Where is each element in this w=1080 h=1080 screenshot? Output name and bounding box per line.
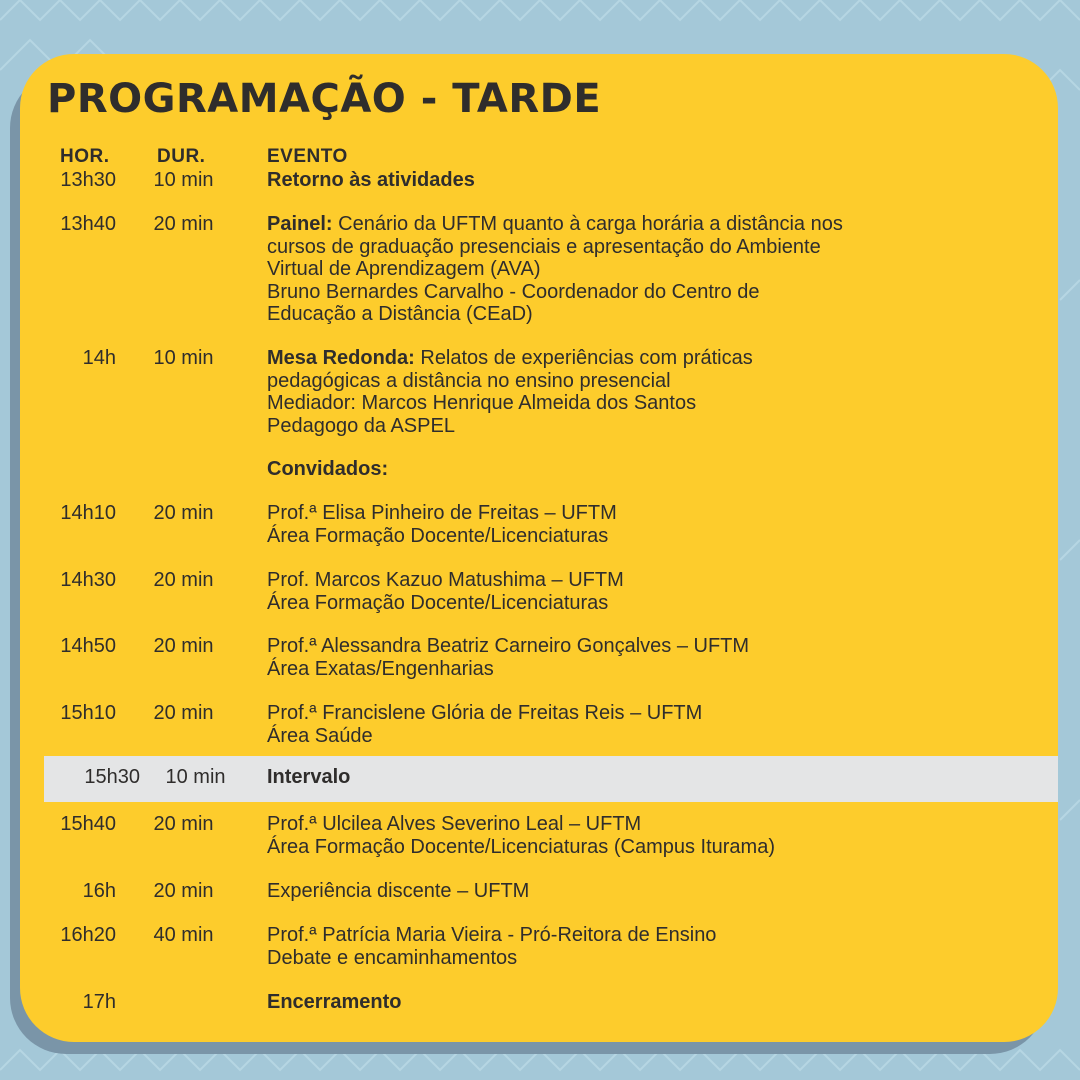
row-event bbox=[267, 502, 617, 547]
event-lead: Painel: bbox=[267, 213, 333, 235]
row-duration: 20 min bbox=[153, 880, 214, 902]
event-line bbox=[267, 392, 753, 415]
row-duration: 10 min bbox=[153, 169, 214, 191]
event-text: Prof.ª Elisa Pinheiro de Freitas – UFTM bbox=[267, 502, 617, 524]
row-time: 16h bbox=[82, 880, 116, 902]
event-line bbox=[267, 236, 843, 259]
event-text: Prof.ª Alessandra Beatriz Carneiro Gonçalves – UFTM bbox=[267, 635, 750, 657]
event-line bbox=[267, 635, 749, 658]
event-text: cursos de graduação presenciais e apresentação do Ambiente bbox=[267, 235, 821, 258]
event-line bbox=[267, 658, 749, 681]
event-title: Encerramento bbox=[267, 991, 402, 1013]
event-text: Experiência discente – UFTM bbox=[267, 880, 530, 902]
schedule-card bbox=[20, 54, 1058, 1042]
event-title: Intervalo bbox=[267, 766, 351, 788]
column-header-time: HOR. bbox=[60, 146, 110, 167]
event-text: Bruno Bernardes Carvalho - Coordenador do Centro de bbox=[267, 280, 760, 303]
event-line bbox=[267, 347, 753, 370]
event-text: Prof.ª Patrícia Maria Vieira - Pró-Reitora de Ensino bbox=[267, 924, 717, 946]
event-line bbox=[267, 947, 716, 970]
event-text: Área Saúde bbox=[267, 724, 373, 747]
event-title: Convidados: bbox=[267, 458, 389, 480]
event-line bbox=[267, 370, 753, 393]
event-text: Relatos de experiências com práticas bbox=[414, 347, 753, 369]
row-event bbox=[267, 213, 843, 326]
row-event bbox=[267, 569, 624, 614]
row-event bbox=[267, 635, 749, 680]
event-line bbox=[267, 924, 716, 947]
schedule-row bbox=[44, 756, 1058, 802]
row-event bbox=[267, 347, 753, 437]
row-event bbox=[267, 702, 702, 747]
event-line bbox=[267, 592, 624, 615]
event-text: Área Exatas/Engenharias bbox=[267, 657, 494, 680]
row-time: 16h20 bbox=[60, 924, 116, 946]
row-time: 15h40 bbox=[60, 813, 116, 835]
row-duration: 20 min bbox=[153, 502, 214, 524]
event-text: Área Formação Docente/Licenciaturas bbox=[267, 524, 609, 547]
event-line bbox=[267, 502, 617, 525]
row-duration: 20 min bbox=[153, 702, 214, 724]
row-time: 15h30 bbox=[84, 766, 140, 788]
event-lead: Mesa Redonda: bbox=[267, 347, 415, 369]
event-text: Área Formação Docente/Licenciaturas bbox=[267, 591, 609, 614]
event-line bbox=[267, 702, 702, 725]
row-time: 14h bbox=[82, 347, 116, 369]
row-time: 15h10 bbox=[60, 702, 116, 724]
event-text: Prof.ª Ulcilea Alves Severino Leal – UFTM bbox=[267, 813, 642, 835]
event-text: Cenário da UFTM quanto à carga horária a distância nos bbox=[332, 213, 843, 235]
row-duration: 40 min bbox=[153, 924, 214, 946]
row-duration: 20 min bbox=[153, 213, 214, 235]
row-event bbox=[267, 458, 388, 481]
row-event bbox=[267, 766, 350, 789]
page-title: PROGRAMAÇÃO - TARDE bbox=[47, 76, 602, 122]
row-duration: 10 min bbox=[153, 347, 214, 369]
event-text: Mediador: Marcos Henrique Almeida dos Santos bbox=[267, 392, 697, 414]
row-event bbox=[267, 813, 775, 858]
row-time: 13h40 bbox=[60, 213, 116, 235]
row-event bbox=[267, 880, 529, 903]
row-duration: 20 min bbox=[153, 635, 214, 657]
event-text: Educação a Distância (CEaD) bbox=[267, 303, 533, 325]
column-header-event: EVENTO bbox=[267, 146, 348, 167]
event-text: Prof. Marcos Kazuo Matushima – UFTM bbox=[267, 569, 624, 591]
event-line bbox=[267, 880, 529, 903]
event-line bbox=[267, 836, 775, 859]
event-line bbox=[267, 213, 843, 236]
column-header-duration: DUR. bbox=[157, 146, 206, 167]
event-line bbox=[267, 258, 843, 281]
row-duration: 20 min bbox=[153, 569, 214, 591]
event-line bbox=[267, 281, 843, 304]
row-duration: 20 min bbox=[153, 813, 214, 835]
row-time: 14h10 bbox=[60, 502, 116, 524]
event-line bbox=[267, 415, 753, 438]
event-line bbox=[267, 525, 617, 548]
event-text: Prof.ª Francislene Glória de Freitas Reis – UFTM bbox=[267, 702, 703, 724]
event-text: Área Formação Docente/Licenciaturas (Campus Iturama) bbox=[267, 835, 775, 858]
row-duration: 10 min bbox=[165, 766, 226, 788]
row-event bbox=[267, 991, 402, 1014]
event-line bbox=[267, 725, 702, 748]
event-text: pedagógicas a distância no ensino presencial bbox=[267, 369, 671, 392]
row-time: 14h50 bbox=[60, 635, 116, 657]
row-event bbox=[267, 169, 475, 192]
event-text: Debate e encaminhamentos bbox=[267, 946, 518, 969]
event-line bbox=[267, 813, 775, 836]
row-event bbox=[267, 924, 716, 969]
event-line bbox=[267, 569, 624, 592]
row-time: 14h30 bbox=[60, 569, 116, 591]
event-title: Retorno às atividades bbox=[267, 169, 475, 191]
event-text: Pedagogo da ASPEL bbox=[267, 414, 455, 437]
row-time: 17h bbox=[82, 991, 116, 1013]
event-text: Virtual de Aprendizagem (AVA) bbox=[267, 258, 541, 280]
row-time: 13h30 bbox=[60, 169, 116, 191]
schedule-table bbox=[20, 54, 1058, 1042]
event-line bbox=[267, 303, 843, 326]
